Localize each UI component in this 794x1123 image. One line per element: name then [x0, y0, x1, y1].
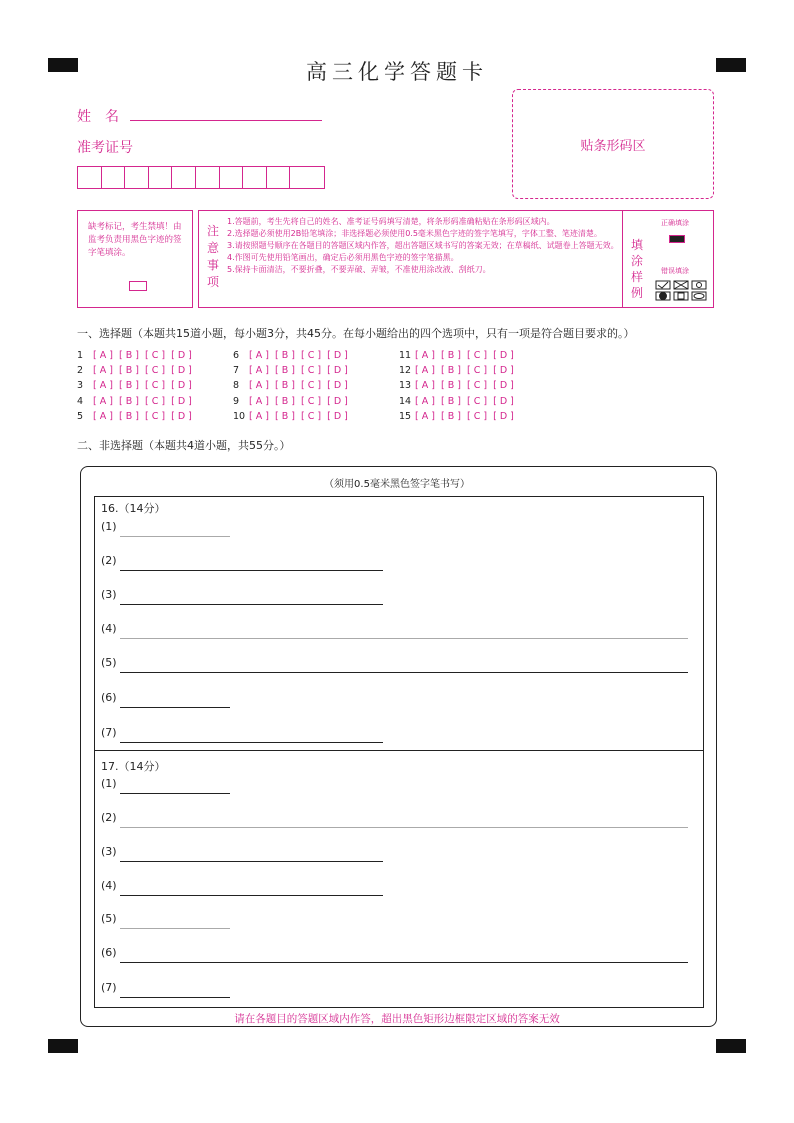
question-17-part-label: (3) [101, 845, 117, 858]
notice-label: 注 意 事 项 [206, 224, 219, 289]
question-17-answer-line[interactable] [120, 962, 688, 963]
choice-options[interactable]: [ A ] [ B ] [ C ] [ D ] [249, 380, 348, 392]
section-2-heading: 二、非选择题（本题共4道小题，共55分。） [77, 439, 291, 452]
question-16-part-label: (3) [101, 588, 117, 601]
question-17-part-label: (1) [101, 777, 117, 790]
question-16-part-label: (7) [101, 726, 117, 739]
question-number: 9 [233, 395, 240, 407]
correct-fill-label: 正确填涂 [661, 219, 689, 227]
choice-options[interactable]: [ A ] [ B ] [ C ] [ D ] [93, 395, 192, 407]
question-number: 7 [233, 365, 240, 377]
admission-number-boxes[interactable] [77, 166, 325, 189]
note-item: 5.保持卡面清洁，不要折叠，不要弄破、弄皱，不准使用涂改液、刮纸刀。 [227, 265, 491, 274]
question-number: 6 [233, 350, 240, 361]
choice-options[interactable]: [ A ] [ B ] [ C ] [ D ] [415, 350, 514, 361]
note-item: 1.答题前，考生先将自己的姓名、准考证号码填写清楚，将条形码准确粘贴在条形码区域内。 [227, 217, 555, 226]
question-10-choices[interactable] [233, 411, 348, 422]
wrong-fill-label: 错误填涂 [661, 267, 689, 275]
choice-options[interactable]: [ A ] [ B ] [ C ] [ D ] [249, 365, 348, 377]
question-number: 5 [77, 410, 84, 422]
question-13-choices[interactable] [399, 380, 514, 391]
question-number: 4 [77, 395, 84, 407]
note-item: 4.作图可先使用铅笔画出，确定后必须用黑色字迹的签字笔描黑。 [227, 253, 459, 262]
notice-notes [227, 216, 622, 276]
question-16-answer-line[interactable] [120, 638, 688, 639]
question-6-choices[interactable] [233, 350, 348, 361]
choice-options[interactable]: [ A ] [ B ] [ C ] [ D ] [93, 380, 192, 392]
page-title: 高三化学答题卡 [306, 60, 488, 84]
note-item: 3.请按照题号顺序在各题目的答题区域内作答，超出答题区域书写的答案无效；在草稿纸、试题卷上答题无效。 [227, 241, 619, 250]
question-12-choices[interactable] [399, 365, 514, 376]
question-11-choices[interactable] [399, 350, 514, 361]
question-16-answer-line[interactable] [120, 707, 230, 708]
absent-mark-box [77, 210, 193, 308]
choice-options[interactable]: [ A ] [ B ] [ C ] [ D ] [415, 380, 514, 392]
admission-number-label: 准考证号 [77, 140, 133, 156]
question-5-choices[interactable] [77, 411, 192, 422]
question-16-answer-line[interactable] [120, 536, 230, 537]
question-16-part-label: (5) [101, 656, 117, 669]
question-number: 15 [399, 410, 412, 422]
alignment-marker-bottom-left [48, 1039, 78, 1053]
choice-options[interactable]: [ A ] [ B ] [ C ] [ D ] [93, 410, 192, 422]
alignment-marker-bottom-right [716, 1039, 746, 1053]
question-number: 1 [77, 350, 84, 361]
question-number: 11 [399, 350, 412, 361]
question-17-part-label: (5) [101, 912, 117, 925]
barcode-label: 贴条形码区 [580, 138, 646, 154]
question-17-part-label: (4) [101, 879, 117, 892]
footer-warning: 请在各题目的答题区域内作答，超出黑色矩形边框限定区域的答案无效 [234, 1013, 560, 1025]
question-divider [94, 750, 704, 751]
question-number: 8 [233, 380, 240, 392]
question-14-choices[interactable] [399, 396, 514, 407]
question-16-answer-line[interactable] [120, 570, 383, 571]
fill-example-box [622, 210, 714, 308]
question-number: 14 [399, 395, 412, 407]
question-number: 13 [399, 380, 412, 392]
question-16-part-label: (2) [101, 554, 117, 567]
choice-options[interactable]: [ A ] [ B ] [ C ] [ D ] [415, 395, 514, 407]
question-17-part-label: (2) [101, 811, 117, 824]
question-17-part-label: (7) [101, 981, 117, 994]
question-17-answer-line[interactable] [120, 861, 383, 862]
question-8-choices[interactable] [233, 380, 348, 391]
question-4-choices[interactable] [77, 396, 192, 407]
correct-fill-sample [669, 235, 685, 243]
question-16-title: 16.（14分） [101, 502, 166, 515]
name-label: 姓 名 [77, 109, 119, 125]
choice-options[interactable]: [ A ] [ B ] [ C ] [ D ] [249, 395, 348, 407]
question-17-answer-line[interactable] [120, 827, 688, 828]
question-17-answer-line[interactable] [120, 793, 230, 794]
choice-options[interactable]: [ A ] [ B ] [ C ] [ D ] [415, 410, 514, 422]
question-16-answer-line[interactable] [120, 742, 383, 743]
pen-note: （须用0.5毫米黑色签字笔书写） [324, 479, 470, 490]
notice-box [198, 210, 623, 308]
question-17-answer-line[interactable] [120, 997, 230, 998]
question-number: 12 [399, 365, 412, 377]
question-16-part-label: (1) [101, 520, 117, 533]
question-number: 10 [233, 410, 246, 422]
absent-note: 缺考标记，考生禁填！由监考负责用黑色字迹的签字笔填涂。 [88, 222, 182, 258]
question-17-answer-line[interactable] [120, 928, 230, 929]
fill-example-label: 填 涂 样 例 [631, 238, 644, 300]
choice-options[interactable]: [ A ] [ B ] [ C ] [ D ] [249, 350, 348, 361]
choice-options[interactable]: [ A ] [ B ] [ C ] [ D ] [93, 350, 192, 361]
name-field[interactable] [130, 120, 322, 121]
question-17-answer-line[interactable] [120, 895, 383, 896]
section-1-heading: 一、选择题（本题共15道小题，每小题3分，共45分。在每小题给出的四个选项中，只有一项是符合题目要求的。） [77, 327, 635, 340]
barcode-area [512, 89, 714, 199]
question-16-answer-line[interactable] [120, 672, 688, 673]
question-17-part-label: (6) [101, 946, 117, 959]
wrong-fill-samples-icon [655, 279, 711, 303]
answer-inner-frame [94, 496, 704, 1008]
question-17-title: 17.（14分） [101, 760, 166, 773]
choice-options[interactable]: [ A ] [ B ] [ C ] [ D ] [249, 410, 348, 422]
choice-options[interactable]: [ A ] [ B ] [ C ] [ D ] [93, 365, 192, 377]
question-15-choices[interactable] [399, 411, 514, 422]
question-number: 2 [77, 365, 84, 377]
question-number: 3 [77, 380, 84, 392]
question-16-answer-line[interactable] [120, 604, 383, 605]
question-1-choices[interactable] [77, 350, 192, 361]
question-2-choices[interactable] [77, 365, 192, 376]
question-9-choices[interactable] [233, 396, 348, 407]
question-7-choices[interactable] [233, 365, 348, 376]
note-item: 2.选择题必须使用2B铅笔填涂；非选择题必须使用0.5毫米黑色字迹的签字笔填写，字体工整、笔迹清楚。 [227, 229, 602, 238]
absent-mark-checkbox[interactable] [129, 281, 147, 291]
question-16-part-label: (6) [101, 691, 117, 704]
question-3-choices[interactable] [77, 380, 192, 391]
question-16-part-label: (4) [101, 622, 117, 635]
choice-options[interactable]: [ A ] [ B ] [ C ] [ D ] [415, 365, 514, 377]
